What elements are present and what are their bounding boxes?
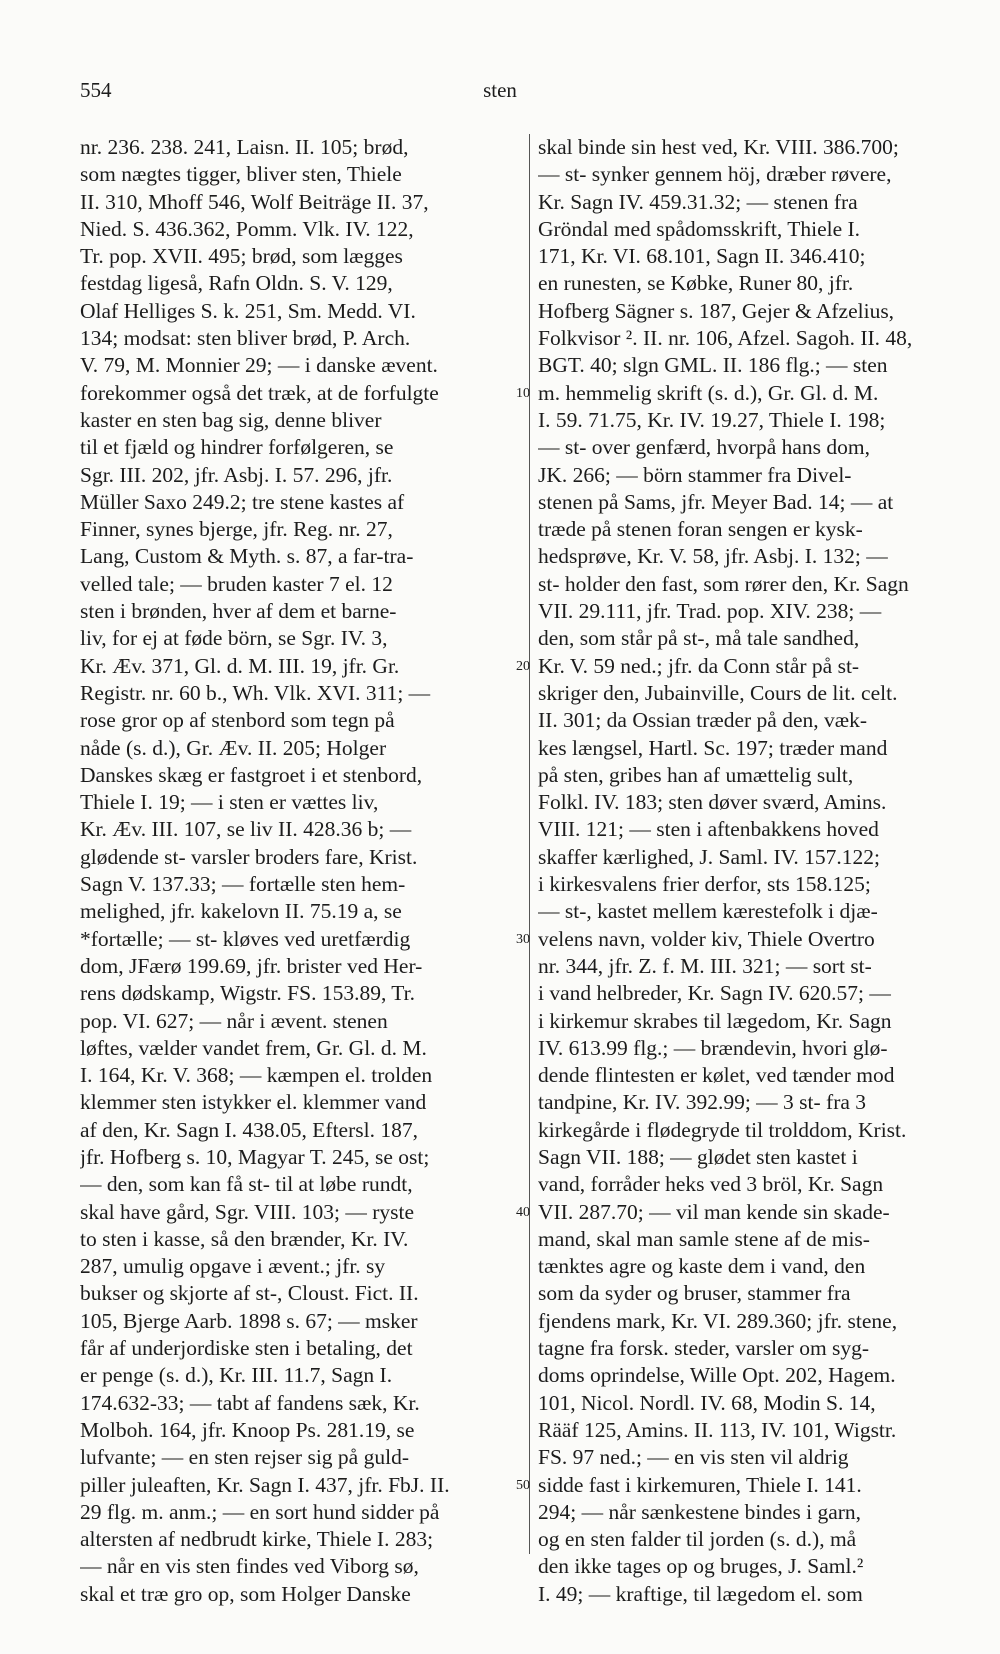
text-line: I. 59. 71.75, Kr. IV. 19.27, Thiele I. 198; (538, 407, 886, 432)
text-line: to sten i kasse, så den brænder, Kr. IV. (80, 1226, 409, 1251)
text-line: på sten, gribes han af umættelig sult, (538, 762, 854, 787)
text-line: og en sten falder til jorden (s. d.), må (538, 1527, 857, 1552)
text-line: skaffer kærlighed, J. Saml. IV. 157.122; (538, 844, 880, 869)
text-line: hedsprøve, Kr. V. 58, jfr. Asbj. I. 132; — (538, 544, 888, 569)
text-line: velled tale; — bruden kaster 7 el. 12 (80, 571, 393, 596)
text-line: rose gror op af stenbord som tegn på (80, 708, 395, 733)
text-line: tandpine, Kr. IV. 392.99; — 3 st- fra 3 (538, 1090, 867, 1115)
line-number: 30 (516, 931, 530, 947)
text-line: II. 301; da Ossian træder på den, væk- (538, 708, 867, 733)
right-column (538, 134, 988, 1608)
text-line: JK. 266; — börn stammer fra Divel- (538, 462, 852, 487)
text-line: Lang, Custom & Myth. s. 87, a far-tra- (80, 544, 414, 569)
text-line: melighed, jfr. kakelovn II. 75.19 a, se (80, 899, 402, 924)
text-line: dende flintesten er kølet, ved tænder mod (538, 1063, 895, 1088)
text-line: pop. VI. 627; — når i ævent. stenen (80, 1008, 388, 1033)
text-line: nr. 344, jfr. Z. f. M. III. 321; — sort st- (538, 953, 872, 978)
column-divider (529, 134, 530, 1554)
text-line: doms oprindelse, Wille Opt. 202, Hagem. (538, 1363, 896, 1388)
text-line: fjendens mark, Kr. VI. 289.360; jfr. stene, (538, 1308, 898, 1333)
text-line: rens dødskamp, Wigstr. FS. 153.89, Tr. (80, 981, 416, 1006)
text-line: st- holder den fast, som rører den, Kr. Sagn (538, 571, 909, 596)
text-line: til et fjæld og hindrer forfølgeren, se (80, 435, 394, 460)
page-number: 554 (80, 78, 112, 102)
text-line: 101, Nicol. Nordl. IV. 68, Modin S. 14, (538, 1390, 876, 1415)
line-number: 20 (516, 658, 530, 674)
text-line: — st-, kastet mellem kærestefolk i djæ- (538, 899, 878, 924)
text-line: Sagn V. 137.33; — fortælle sten hem- (80, 872, 406, 897)
text-line: — st- synker gennem höj, dræber røvere, (538, 162, 892, 187)
text-line: jfr. Hofberg s. 10, Magyar T. 245, se ost; (80, 1144, 430, 1169)
text-line: VII. 287.70; — vil man kende sin skade- (538, 1199, 890, 1224)
text-line: som da syder og bruser, stammer fra (538, 1281, 851, 1306)
text-line: Rääf 125, Amins. II. 113, IV. 101, Wigstr. (538, 1417, 897, 1442)
text-line: Tr. pop. XVII. 495; brød, som lægges (80, 244, 403, 269)
text-line: i kirkemur skrabes til lægedom, Kr. Sagn (538, 1008, 892, 1033)
text-line: sidde fast i kirkemuren, Thiele I. 141. (538, 1472, 862, 1497)
text-line: kaster en sten bag sig, denne bliver (80, 407, 382, 432)
text-line: altersten af nedbrudt kirke, Thiele I. 283; (80, 1527, 434, 1552)
text-line: VII. 29.111, jfr. Trad. pop. XIV. 238; — (538, 599, 882, 624)
text-line: som nægtes tigger, bliver sten, Thiele (80, 162, 402, 187)
text-line: stenen på Sams, jfr. Meyer Bad. 14; — at (538, 489, 894, 514)
text-line: Finner, synes bjerge, jfr. Reg. nr. 27, (80, 517, 393, 542)
text-line: Sgr. III. 202, jfr. Asbj. I. 57. 296, jfr. (80, 462, 393, 487)
text-line: — st- over genfærd, hvorpå hans dom, (538, 435, 870, 460)
text-line: Danskes skæg er fastgroet i et stenbord, (80, 762, 423, 787)
text-line: 287, umulig opgave i ævent.; jfr. sy (80, 1254, 386, 1279)
text-line: kirkegårde i flødegryde til trolddom, Krist. (538, 1117, 907, 1142)
text-line: 294; — når sænkestene bindes i garn, (538, 1499, 862, 1524)
text-line: nåde (s. d.), Gr. Æv. II. 205; Holger (80, 735, 387, 760)
line-number: 40 (516, 1204, 530, 1220)
text-line: træde på stenen foran sengen er kysk- (538, 517, 863, 542)
text-line: er penge (s. d.), Kr. III. 11.7, Sagn I. (80, 1363, 393, 1388)
text-line: Kr. Æv. 371, Gl. d. M. III. 19, jfr. Gr. (80, 653, 400, 678)
text-line: tagne fra forsk. steder, varsler om syg- (538, 1336, 870, 1361)
text-line: — den, som kan få st- til at løbe rundt, (80, 1172, 413, 1197)
text-line: sten i brønden, hver af dem et barne- (80, 599, 397, 624)
text-line: 171, Kr. VI. 68.101, Sagn II. 346.410; (538, 244, 866, 269)
text-line: Folkvisor ². II. nr. 106, Afzel. Sagoh. II. 48, (538, 326, 913, 351)
line-number: 10 (516, 385, 530, 401)
text-line: VIII. 121; — sten i aftenbakkens hoved (538, 817, 879, 842)
text-line: glødende st- varsler broders fare, Krist. (80, 844, 418, 869)
text-line: Registr. nr. 60 b., Wh. Vlk. XVI. 311; — (80, 680, 431, 705)
text-line: kes længsel, Hartl. Sc. 197; træder mand (538, 735, 888, 760)
text-line: klemmer sten istykker el. klemmer vand (80, 1090, 427, 1115)
text-line: 29 flg. m. anm.; — en sort hund sidder på (80, 1499, 440, 1524)
text-line: Molboh. 164, jfr. Knoop Ps. 281.19, se (80, 1417, 415, 1442)
text-line: *fortælle; — st- kløves ved uretfærdig (80, 926, 411, 951)
left-column (80, 134, 520, 1608)
text-line: lufvante; — en sten rejser sig på guld- (80, 1445, 409, 1470)
text-line: I. 49; — kraftige, til lægedom el. som (538, 1581, 863, 1606)
text-line: 174.632-33; — tabt af fandens sæk, Kr. (80, 1390, 420, 1415)
text-line: BGT. 40; slgn GML. II. 186 flg.; — sten (538, 353, 888, 378)
text-line: skriger den, Jubainville, Cours de lit. celt. (538, 680, 898, 705)
text-line: forekommer også det træk, at de forfulgte (80, 380, 439, 405)
text-line: bukser og skjorte af st-, Cloust. Fict. II. (80, 1281, 419, 1306)
text-line: Kr. Æv. III. 107, se liv II. 428.36 b; — (80, 817, 412, 842)
text-line: af den, Kr. Sagn I. 438.05, Eftersl. 187, (80, 1117, 418, 1142)
text-line: Gröndal med spådomsskrift, Thiele I. (538, 216, 861, 241)
text-line: Hofberg Sägner s. 187, Gejer & Afzelius, (538, 298, 895, 323)
text-line: velens navn, volder kiv, Thiele Overtro (538, 926, 875, 951)
running-head: sten (483, 78, 517, 102)
text-line: II. 310, Mhoff 546, Wolf Beiträge II. 37, (80, 189, 429, 214)
text-line: skal have gård, Sgr. VIII. 103; — ryste (80, 1199, 414, 1224)
text-line: I. 164, Kr. V. 368; — kæmpen el. trolden (80, 1063, 433, 1088)
text-line: 134; modsat: sten bliver brød, P. Arch. (80, 326, 411, 351)
text-line: dom, JFærø 199.69, jfr. brister ved Her- (80, 953, 423, 978)
text-line: m. hemmelig skrift (s. d.), Gr. Gl. d. M. (538, 380, 879, 405)
text-line: Kr. V. 59 ned.; jfr. da Conn står på st- (538, 653, 860, 678)
text-line: i vand helbreder, Kr. Sagn IV. 620.57; — (538, 981, 891, 1006)
text-line: Kr. Sagn IV. 459.31.32; — stenen fra (538, 189, 858, 214)
text-line: piller juleaften, Kr. Sagn I. 437, jfr. FbJ. II. (80, 1472, 450, 1497)
text-line: den ikke tages op og bruges, J. Saml.² (538, 1554, 864, 1579)
text-line: den, som står på st-, må tale sandhed, (538, 626, 860, 651)
text-line: en runesten, se Købke, Runer 80, jfr. (538, 271, 854, 296)
text-line: Sagn VII. 188; — glødet sten kastet i (538, 1144, 858, 1169)
text-line: IV. 613.99 flg.; — brændevin, hvori glø- (538, 1035, 888, 1060)
text-line: festdag ligeså, Rafn Oldn. S. V. 129, (80, 271, 393, 296)
text-line: liv, for ej at føde börn, se Sgr. IV. 3, (80, 626, 388, 651)
text-line: Olaf Helliges S. k. 251, Sm. Medd. VI. (80, 298, 416, 323)
text-line: 105, Bjerge Aarb. 1898 s. 67; — msker (80, 1308, 418, 1333)
text-line: Thiele I. 19; — i sten er vættes liv, (80, 790, 379, 815)
text-line: FS. 97 ned.; — en vis sten vil aldrig (538, 1445, 849, 1470)
text-line: tænktes agre og kaste dem i vand, den (538, 1254, 866, 1279)
text-line: vand, forråder heks ved 3 bröl, Kr. Sagn (538, 1172, 884, 1197)
line-number: 50 (516, 1477, 530, 1493)
text-line: Nied. S. 436.362, Pomm. Vlk. IV. 122, (80, 216, 414, 241)
text-line: skal binde sin hest ved, Kr. VIII. 386.700; (538, 135, 899, 159)
text-line: Müller Saxo 249.2; tre stene kastes af (80, 489, 405, 514)
text-line: V. 79, M. Monnier 29; — i danske ævent. (80, 353, 438, 378)
text-line: nr. 236. 238. 241, Laisn. II. 105; brød, (80, 135, 409, 159)
text-line: Folkl. IV. 183; sten døver sværd, Amins. (538, 790, 887, 815)
text-line: mand, skal man samle stene af de mis- (538, 1226, 870, 1251)
text-line: får af underjordiske sten i betaling, det (80, 1336, 413, 1361)
text-line: — når en vis sten findes ved Viborg sø, (80, 1554, 419, 1579)
text-line: i kirkesvalens frier derfor, sts 158.125; (538, 872, 871, 897)
text-line: løftes, vælder vandet frem, Gr. Gl. d. M. (80, 1035, 427, 1060)
text-line: skal et træ gro op, som Holger Danske (80, 1581, 411, 1606)
